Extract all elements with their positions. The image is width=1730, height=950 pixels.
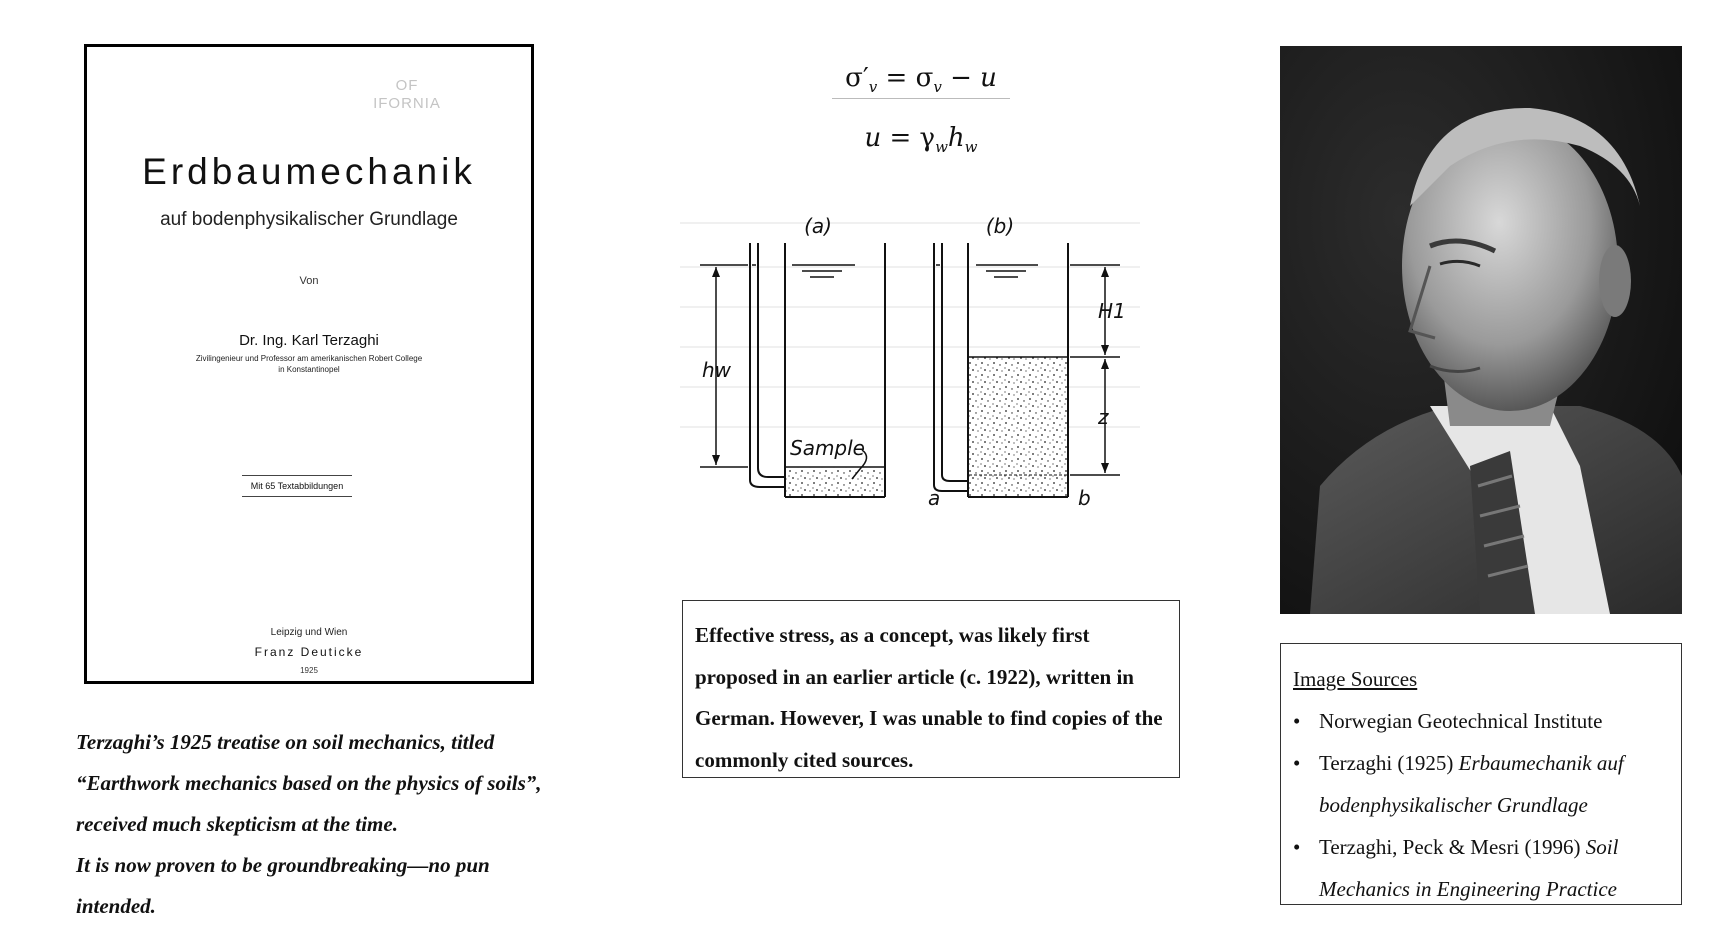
image-sources-box bbox=[1280, 643, 1682, 905]
eq2-rhs: h bbox=[947, 123, 965, 153]
cover-subtitle: auf bodenphysikalischer Grundlage bbox=[160, 209, 458, 230]
image-sources-heading: Image Sources bbox=[1293, 667, 1418, 691]
diagram-label-b: (b) bbox=[985, 214, 1015, 238]
eq1-lhs-sub: v bbox=[868, 78, 878, 97]
eq2-mid: = γ bbox=[881, 123, 936, 153]
cover-year: 1925 bbox=[300, 666, 318, 675]
source-item-2-plain: Terzaghi (1925) bbox=[1319, 751, 1459, 775]
cover-caption bbox=[76, 722, 566, 927]
effective-stress-equation bbox=[832, 58, 1010, 99]
eq2-rhs-sub: w bbox=[964, 138, 978, 157]
stamp-line-2: IFORNIA bbox=[373, 95, 441, 112]
book-cover bbox=[84, 44, 534, 684]
source-item-1-text: Norwegian Geotechnical Institute bbox=[1319, 709, 1603, 733]
caption-line-1: Terzaghi’s 1925 treatise on soil mechanics, titled “Earthwork mechanics based on the physics of soils”, received much skepticism at the time. bbox=[76, 730, 542, 836]
author-desc-line-1: Zivilingenieur und Professor am amerikanischen Robert College bbox=[195, 354, 423, 363]
eq2-mid-sub: w bbox=[935, 138, 948, 157]
stamp-line-1: OF bbox=[395, 77, 419, 94]
piezometer-diagram bbox=[680, 205, 1140, 515]
eq1-mid: = σ bbox=[877, 63, 934, 93]
diagram-point-b: b bbox=[1078, 486, 1091, 510]
pore-pressure-equation bbox=[832, 118, 1010, 167]
history-note-text: Effective stress, as a concept, was likely first proposed in an earlier article (c. 1922), written in German. However, I was unable to find copies of the commonly cited sources. bbox=[695, 623, 1163, 772]
sample-sand-b bbox=[969, 357, 1067, 496]
source-item-3-title: Soil Mechanics in Engineering Practice bbox=[1319, 835, 1619, 901]
eq1-mid-sub: v bbox=[933, 78, 942, 97]
terzaghi-portrait bbox=[1280, 46, 1682, 614]
cover-von: Von bbox=[299, 275, 319, 287]
diagram-label-z: z bbox=[1098, 405, 1109, 429]
source-item bbox=[1293, 826, 1669, 910]
eq1-lhs: σ′ bbox=[845, 63, 869, 93]
cover-figures-note: Mit 65 Textabbildungen bbox=[242, 475, 352, 497]
cover-publisher: Franz Deuticke bbox=[254, 645, 364, 659]
source-item bbox=[1293, 700, 1669, 742]
image-sources-list bbox=[1293, 700, 1669, 910]
cover-title: Erdbaumechanik bbox=[142, 151, 476, 192]
library-stamp bbox=[327, 77, 487, 113]
eq2-lhs: u bbox=[864, 123, 882, 153]
author-desc-line-2: in Konstantinopel bbox=[278, 365, 340, 374]
cover-author-description bbox=[127, 353, 491, 375]
diagram-label-hw: hw bbox=[702, 358, 732, 382]
cover-author: Dr. Ing. Karl Terzaghi bbox=[239, 332, 379, 349]
eq1-rhs: − u bbox=[941, 63, 997, 93]
diagram-label-h1: H1 bbox=[1098, 299, 1126, 323]
diagram-point-a: a bbox=[928, 486, 941, 510]
source-item-3-plain: Terzaghi, Peck & Mesri (1996) bbox=[1319, 835, 1586, 859]
caption-line-2: It is now proven to be groundbreaking—no pun intended. bbox=[76, 853, 490, 918]
cover-place: Leipzig und Wien bbox=[270, 627, 348, 638]
diagram-label-a: (a) bbox=[804, 214, 832, 238]
diagram-label-sample: Sample bbox=[790, 436, 865, 460]
source-item bbox=[1293, 742, 1669, 826]
source-item-2-title: Erbaumechanik auf bodenphysikalischer Grundlage bbox=[1319, 751, 1624, 817]
history-note-box bbox=[682, 600, 1180, 778]
sample-sand-a bbox=[786, 467, 884, 496]
